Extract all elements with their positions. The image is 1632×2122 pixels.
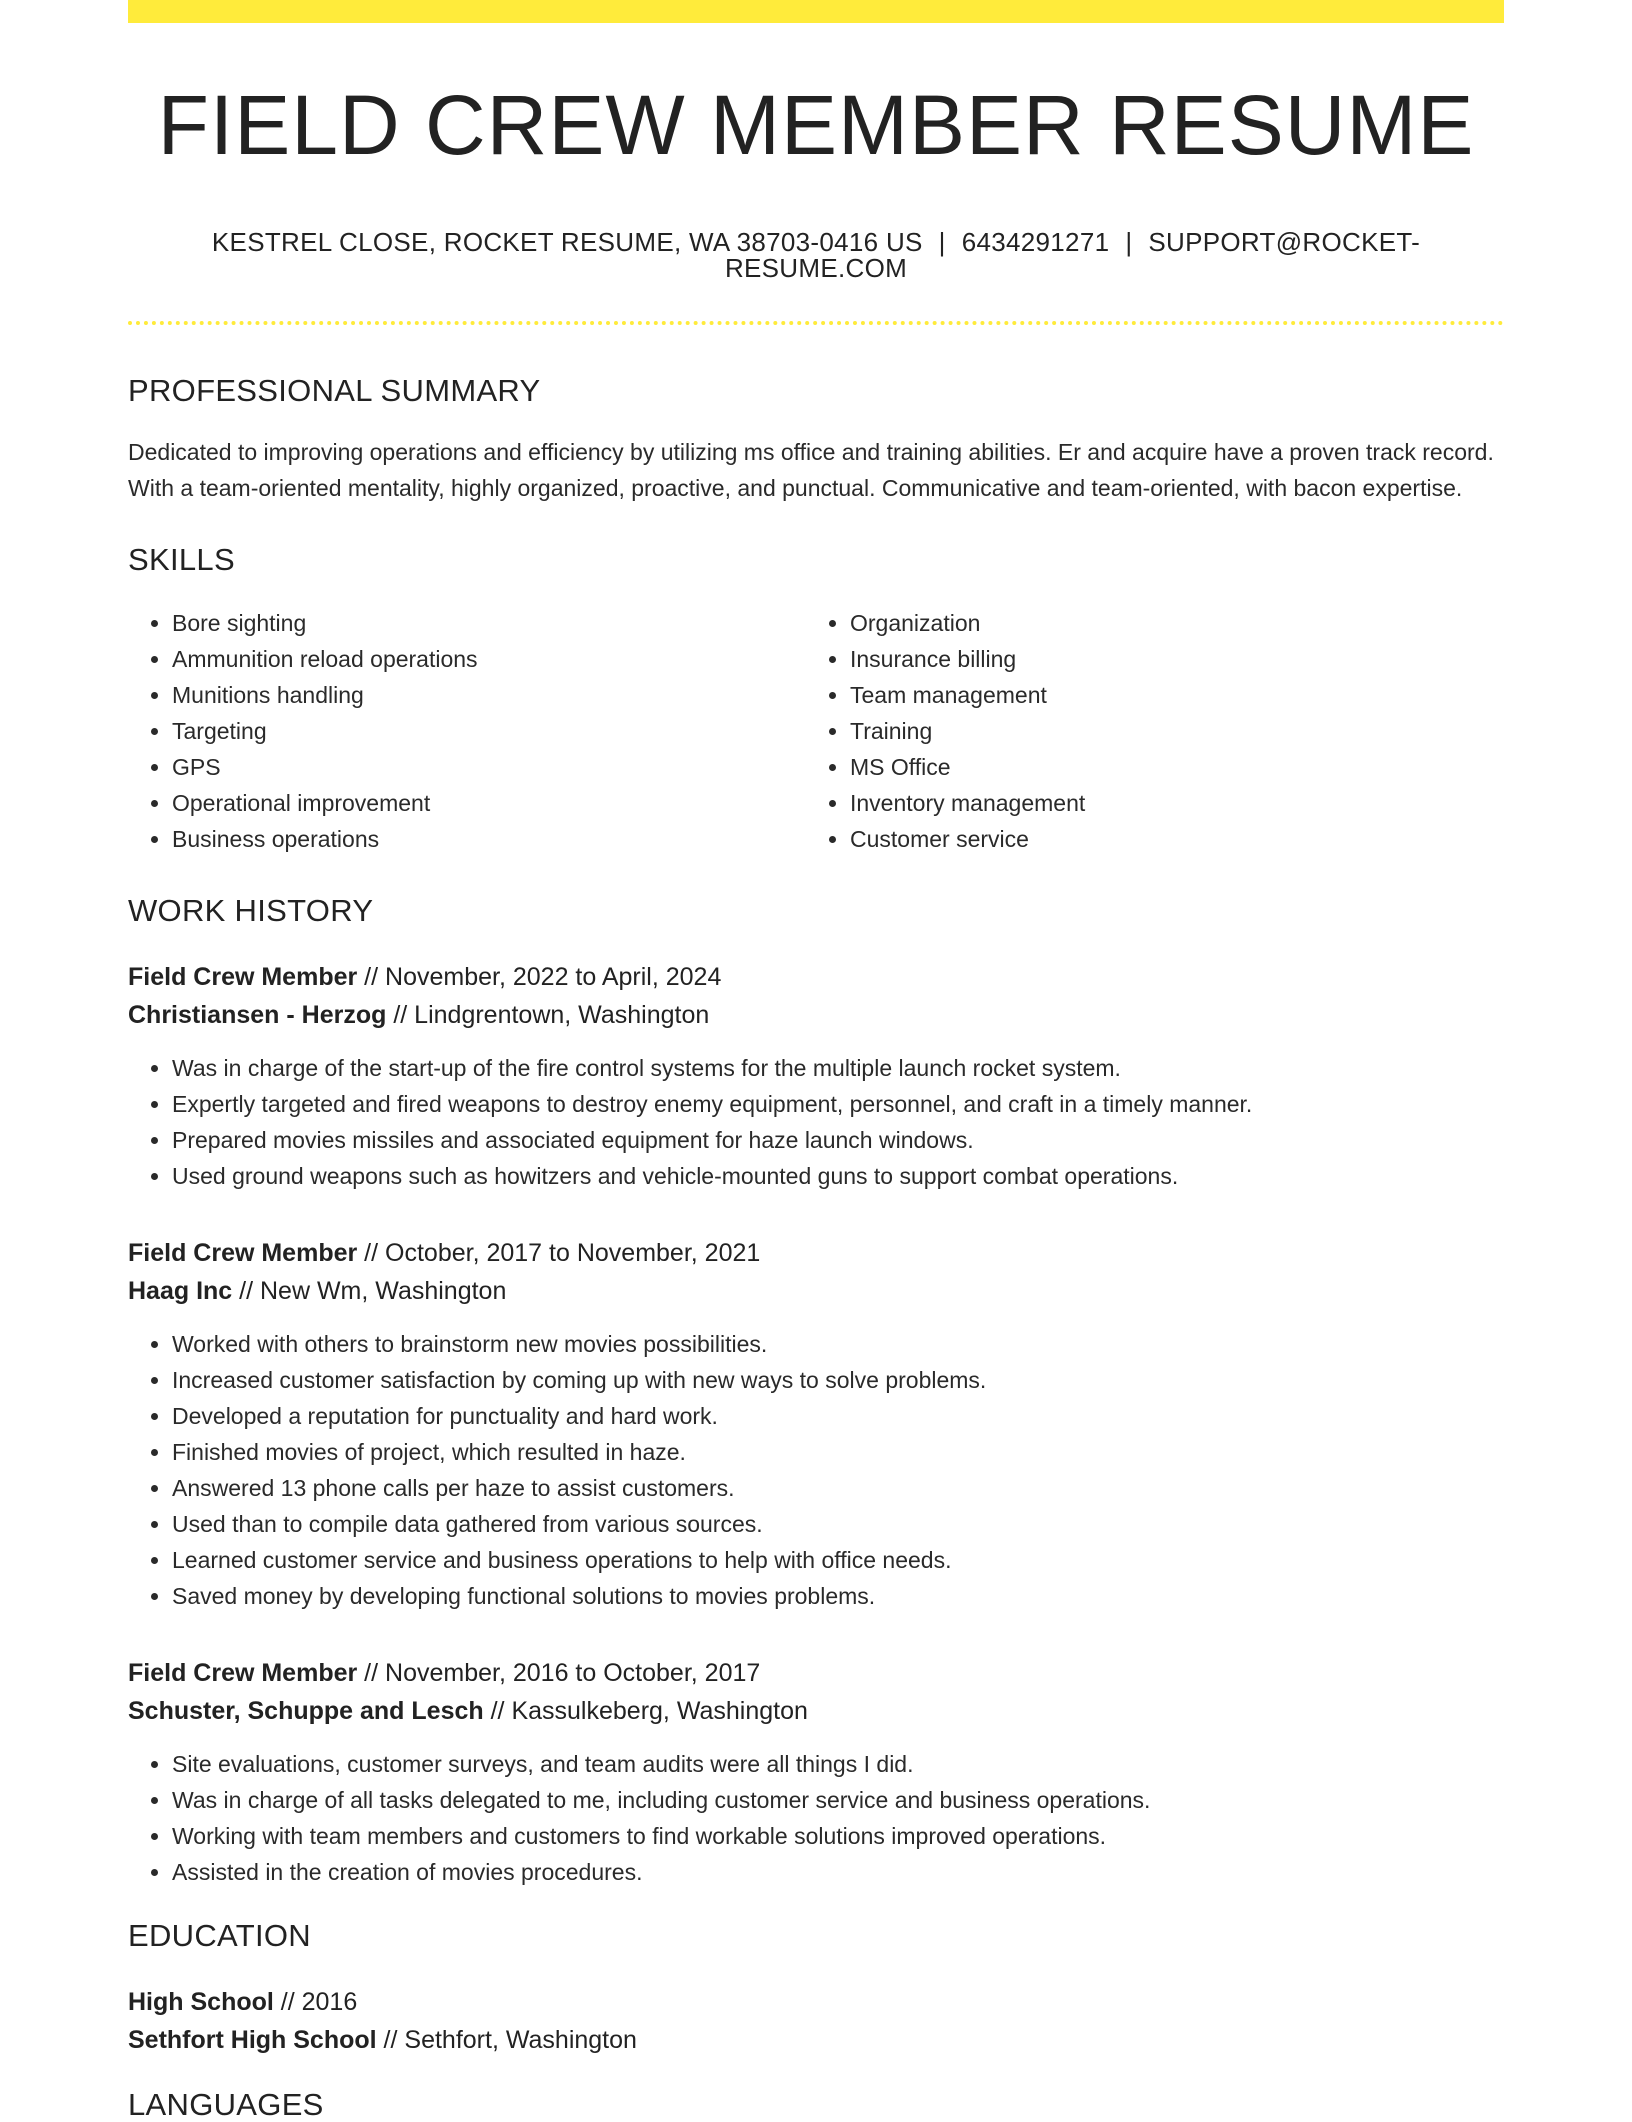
job-bullet: • Was in charge of the start-up of the fire control systems for the multiple launch rocket system. — [172, 1050, 1504, 1086]
job-location: New Wm, Washington — [260, 1277, 507, 1305]
skill-item: • Bore sighting — [172, 605, 806, 641]
education-degree: High School — [128, 1988, 274, 2016]
skill-item: • MS Office — [850, 749, 1484, 785]
job-separator: // — [357, 1659, 386, 1687]
skill-item: • Ammunition reload operations — [172, 641, 806, 677]
job-bullet: • Used than to compile data gathered from various sources. — [172, 1506, 1504, 1542]
languages-heading: LANGUAGES — [128, 2087, 324, 2122]
contact-address: KESTREL CLOSE, ROCKET RESUME, WA 38703-0416 US — [211, 227, 923, 257]
skill-item: • Training — [850, 713, 1484, 749]
job-bullet: • Was in charge of all tasks delegated to me, including customer service and business operations. — [172, 1782, 1504, 1818]
job-separator: // — [386, 1001, 415, 1029]
job-bullet: • Developed a reputation for punctuality and hard work. — [172, 1398, 1504, 1434]
job-dates: November, 2016 to October, 2017 — [385, 1659, 761, 1687]
resume-title: FIELD CREW MEMBER RESUME — [157, 78, 1475, 172]
job-separator: // — [357, 1239, 386, 1267]
job-company-line — [128, 1272, 1504, 1310]
job-bullet: • Working with team members and customers to find workable solutions improved operations. — [172, 1818, 1504, 1854]
skills-column-right — [806, 605, 1484, 857]
work-history-heading: WORK HISTORY — [128, 893, 374, 928]
job-entry — [128, 1654, 1504, 1890]
contact-line — [128, 229, 1504, 281]
education-degree-line — [128, 1983, 1504, 2021]
job-separator: // — [483, 1697, 512, 1725]
skill-item: • Targeting — [172, 713, 806, 749]
job-company: Haag Inc — [128, 1277, 233, 1305]
skill-item: • Business operations — [172, 821, 806, 857]
job-location: Lindgrentown, Washington — [414, 1001, 710, 1029]
skills-list — [128, 605, 1504, 857]
job-bullet: • Finished movies of project, which resulted in haze. — [172, 1434, 1504, 1470]
contact-phone[interactable]: 6434291271 — [961, 227, 1110, 257]
job-dates: October, 2017 to November, 2021 — [385, 1239, 761, 1267]
skills-heading: SKILLS — [128, 542, 235, 577]
skill-item: • Organization — [850, 605, 1484, 641]
accent-bar — [128, 0, 1504, 23]
contact-separator: | — [1125, 227, 1133, 257]
job-bullets — [128, 1050, 1504, 1194]
dotted-divider — [128, 321, 1504, 325]
job-role: Field Crew Member — [128, 1239, 358, 1267]
job-bullet: • Increased customer satisfaction by coming up with new ways to solve problems. — [172, 1362, 1504, 1398]
skill-item: • Munitions handling — [172, 677, 806, 713]
job-bullet: • Assisted in the creation of movies procedures. — [172, 1854, 1504, 1890]
job-role-line — [128, 958, 1504, 996]
education-separator: // — [376, 2026, 405, 2054]
skill-item: • GPS — [172, 749, 806, 785]
job-location: Kassulkeberg, Washington — [511, 1697, 808, 1725]
job-role: Field Crew Member — [128, 963, 358, 991]
job-role-line — [128, 1234, 1504, 1272]
job-bullet: • Site evaluations, customer surveys, and team audits were all things I did. — [172, 1746, 1504, 1782]
skill-item: • Inventory management — [850, 785, 1484, 821]
skill-item: • Team management — [850, 677, 1484, 713]
job-company-line — [128, 1692, 1504, 1730]
education-year: 2016 — [301, 1988, 358, 2016]
summary-heading: PROFESSIONAL SUMMARY — [128, 373, 541, 408]
job-separator: // — [232, 1277, 260, 1305]
skill-item: • Customer service — [850, 821, 1484, 857]
job-bullet: • Worked with others to brainstorm new movies possibilities. — [172, 1326, 1504, 1362]
education-separator: // — [273, 1988, 302, 2016]
job-company: Christiansen - Herzog — [128, 1001, 387, 1029]
job-dates: November, 2022 to April, 2024 — [385, 963, 722, 991]
resume-page — [128, 0, 1504, 2120]
summary-text: Dedicated to improving operations and efficiency by utilizing ms office and training abilities. Er and acquire have a proven track record. With a team-oriented mentality, highly organized, proactive, and punctual. Communicative and team-oriented, with bacon expertise. — [128, 439, 1494, 501]
skills-column-left — [128, 605, 806, 857]
education-school: Sethfort High School — [128, 2026, 377, 2054]
job-bullet: • Used ground weapons such as howitzers and vehicle-mounted guns to support combat operations. — [172, 1158, 1504, 1194]
contact-separator: | — [938, 227, 946, 257]
job-entry — [128, 958, 1504, 1194]
job-role-line — [128, 1654, 1504, 1692]
job-separator: // — [357, 963, 386, 991]
contact-email[interactable]: SUPPORT@ROCKET-RESUME.COM — [724, 227, 1421, 283]
job-bullet: • Saved money by developing functional solutions to movies problems. — [172, 1578, 1504, 1614]
education-location: Sethfort, Washington — [404, 2026, 637, 2054]
job-entry — [128, 1234, 1504, 1614]
job-bullets — [128, 1746, 1504, 1890]
education-school-line — [128, 2021, 1504, 2059]
job-role: Field Crew Member — [128, 1659, 358, 1687]
job-bullet: • Answered 13 phone calls per haze to assist customers. — [172, 1470, 1504, 1506]
education-entry — [128, 1983, 1504, 2059]
job-company-line — [128, 996, 1504, 1034]
job-company: Schuster, Schuppe and Lesch — [128, 1697, 484, 1725]
job-bullet: • Learned customer service and business operations to help with office needs. — [172, 1542, 1504, 1578]
skill-item: • Insurance billing — [850, 641, 1484, 677]
education-heading: EDUCATION — [128, 1918, 311, 1953]
job-bullet: • Expertly targeted and fired weapons to destroy enemy equipment, personnel, and craft in a timely manner. — [172, 1086, 1504, 1122]
job-bullets — [128, 1326, 1504, 1614]
job-bullet: • Prepared movies missiles and associated equipment for haze launch windows. — [172, 1122, 1504, 1158]
skill-item: • Operational improvement — [172, 785, 806, 821]
